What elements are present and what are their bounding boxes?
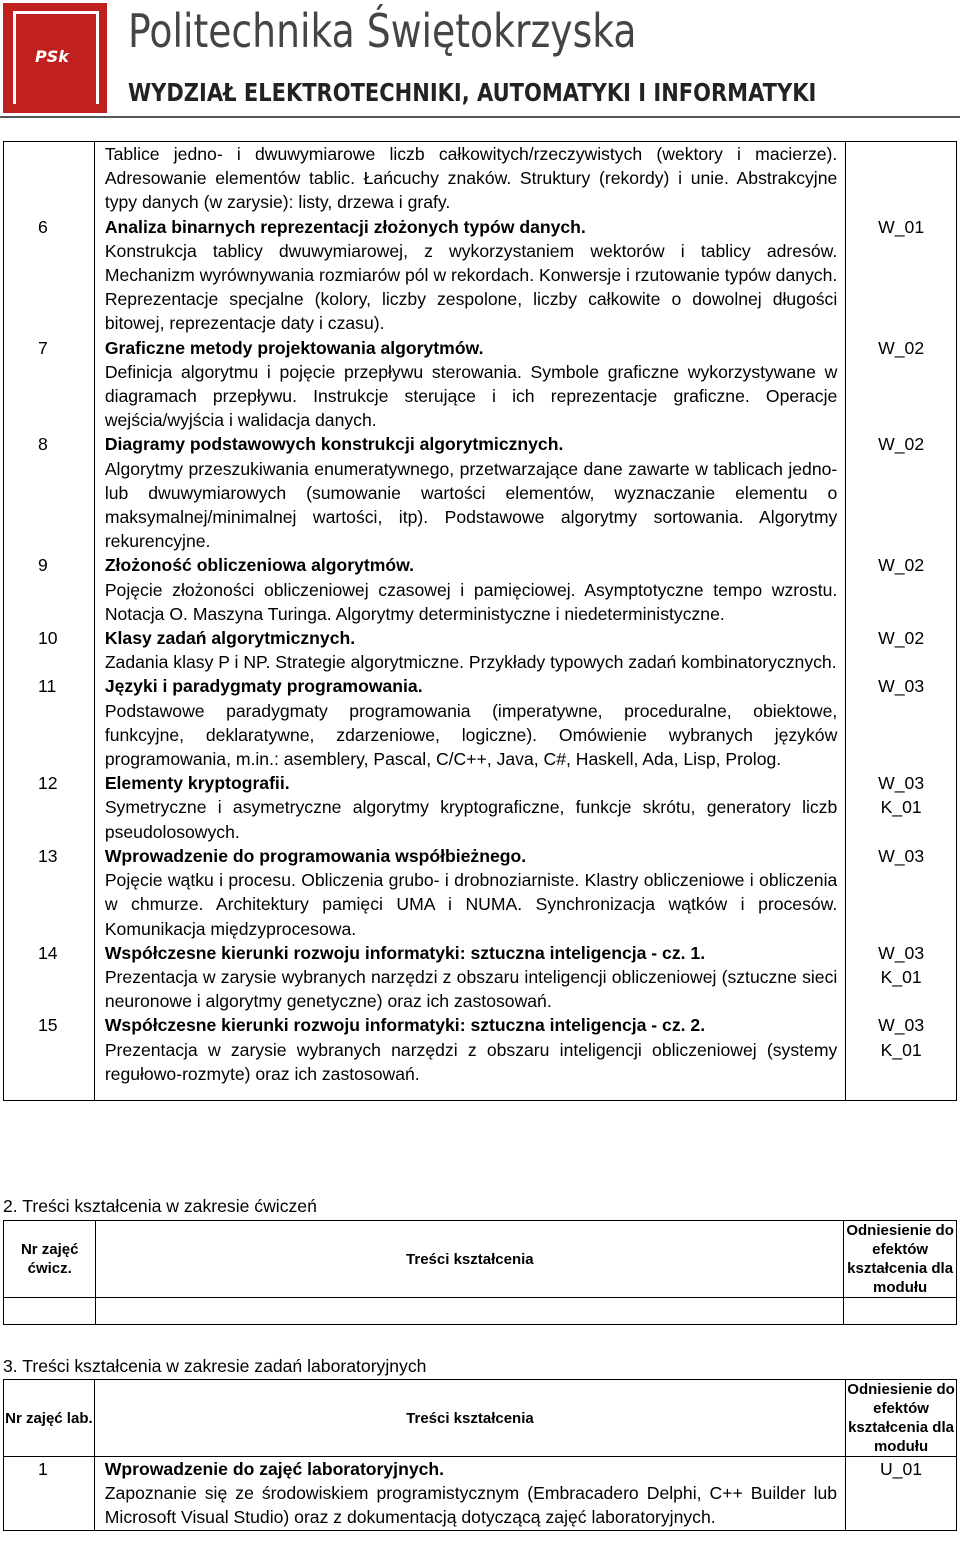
row-title: Wprowadzenie do programowania współbieżnego. [104, 845, 527, 866]
row-content [94, 142, 845, 215]
row-reference-text: W_03 K_01 [878, 942, 925, 987]
row-title: Współczesne kierunki rozwoju informatyki: sztuczna inteligencja - cz. 2. [104, 1015, 706, 1036]
row-number-text: 14 [38, 942, 58, 963]
table-row [4, 1457, 957, 1531]
table-row [4, 1298, 957, 1325]
row-description: Zapoznanie się ze środowiskiem programistycznym (Embracadero Delphi, C++ Builder lub Microsoft Visual Studio) oraz z dokumentacją dotyczącą zajęć laboratoryjnych. [104, 1483, 838, 1528]
logo-text: PSk [35, 47, 69, 66]
table-header-row [4, 1221, 957, 1298]
row-title: Wprowadzenie do zajęć laboratoryjnych. [104, 1459, 445, 1479]
row-number [4, 674, 95, 771]
header-divider [0, 116, 960, 118]
section-2-heading: 2. Treści kształcenia w zakresie ćwiczeń [3, 1196, 317, 1216]
table-row [4, 941, 957, 1014]
row-description: Prezentacja w zarysie wybranych narzędzi z obszaru inteligencji obliczeniowej (sztuczne sieci neuronowe i algorytmy genetyczne) oraz ich zastosowań. [104, 966, 838, 1012]
row-number [4, 142, 95, 215]
row-number [4, 941, 95, 1014]
row-content [94, 553, 845, 626]
row-reference [846, 771, 957, 844]
row-reference-text: W_03 K_01 [878, 773, 925, 818]
row-title: Współczesne kierunki rozwoju informatyki: sztuczna inteligencja - cz. 1. [104, 942, 706, 963]
row-number-text: 13 [38, 845, 58, 866]
university-name: Politechnika Świętokrzyska [128, 4, 637, 58]
row-description: Tablice jedno- i dwuwymiarowe liczb całkowitych/rzeczywistych (wektory i macierze). Adresowanie elementów tablic. Łańcuchy znaków. Struktury (rekordy) i unie. Abstrakcyjne typy danych (w zarysie): listy, drzewa i grafy. [104, 144, 838, 213]
row-number-text: 8 [38, 434, 48, 455]
row-content [94, 336, 845, 433]
row-reference [846, 142, 957, 215]
row-reference [846, 336, 957, 433]
row-number-text: 12 [38, 773, 58, 794]
department-name: WYDZIAŁ ELEKTROTECHNIKI, AUTOMATYKI I INFORMATYKI [128, 78, 817, 107]
row-description: Konstrukcja tablicy dwuwymiarowej, z wykorzystaniem wektorów i tablicy adresów. Mechanizm wyrównywania rozmiarów pól w rekordach. Konwersje i rzutowanie typów danych. Reprezentacje specjalne (kolory, liczby zespolone, liczby całkowite o dowolnej długości bitowej, reprezentacje daty i czasu). [104, 240, 838, 334]
row-number [4, 553, 95, 626]
row-content [94, 941, 845, 1014]
row-number-text: 10 [38, 628, 58, 649]
row-content [94, 844, 845, 941]
col-header-ref: Odniesienie do efektów kształcenia dla modułu [847, 1381, 955, 1455]
row-number [4, 336, 95, 433]
row-title: Języki i paradygmaty programowania. [104, 676, 423, 697]
row-reference-text: W_02 [878, 337, 925, 358]
table-row [4, 336, 957, 433]
table-row [4, 553, 957, 626]
row-description: Symetryczne i asymetryczne algorytmy kryptograficzne, funkcje skrótu, generatory liczb pseudolosowych. [104, 797, 838, 842]
row-number [4, 771, 95, 844]
row-description: Prezentacja w zarysie wybranych narzędzi z obszaru inteligencji obliczeniowej (systemy regułowo-rozmyte) oraz ich zastosowań. [104, 1039, 838, 1084]
table-row [4, 844, 957, 941]
row-reference-text: W_02 [878, 628, 925, 649]
row-title: Elementy kryptografii. [104, 773, 290, 794]
section-3-heading: 3. Treści kształcenia w zakresie zadań laboratoryjnych [3, 1356, 427, 1376]
row-reference [846, 553, 957, 626]
row-number-text: 7 [38, 337, 48, 358]
row-number-text: 6 [38, 216, 48, 237]
row-reference-text: W_02 [878, 555, 925, 576]
empty-cell [96, 1298, 844, 1325]
col-header-nr: Nr zajęć ćwicz. [4, 1221, 96, 1298]
row-reference [846, 1013, 957, 1100]
table-row [4, 771, 957, 844]
empty-cell [4, 1298, 96, 1325]
row-title: Klasy zadań algorytmicznych. [104, 628, 356, 649]
row-number-text: 11 [38, 676, 57, 697]
row-reference [846, 941, 957, 1014]
row-reference-text: W_01 [878, 216, 925, 237]
row-number [4, 432, 95, 553]
row-reference [846, 674, 957, 771]
row-reference-text: U_01 [880, 1459, 923, 1479]
col-header-ref: Odniesienie do efektów kształcenia dla modułu [844, 1221, 957, 1298]
row-content [94, 1457, 845, 1531]
row-number [4, 844, 95, 941]
row-reference [846, 432, 957, 553]
row-number [4, 215, 95, 336]
row-reference-text: W_03 K_01 [878, 1015, 925, 1060]
row-title: Analiza binarnych reprezentacji złożonych typów danych. [104, 216, 586, 237]
row-number [4, 626, 95, 674]
row-description: Algorytmy przeszukiwania enumeratywnego, przetwarzające dane zawarte w tablicach jedno- lub dwuwymiarowych (sumowanie wartości elementów, wyznaczanie elementu o maksymalnej/minimalnej wartości, itp). Podstawowe algorytmy sortowania. Algorytmy rekurencyjne. [104, 458, 838, 552]
col-header-content: Treści kształcenia [96, 1221, 844, 1298]
row-title: Złożoność obliczeniowa algorytmów. [104, 555, 415, 576]
table-row [4, 1013, 957, 1100]
table-header-row [4, 1380, 957, 1457]
row-number [4, 1013, 95, 1100]
col-header-nr: Nr zajęć lab. [4, 1380, 95, 1457]
university-logo [3, 3, 107, 113]
row-number-text: 9 [38, 555, 48, 576]
lecture-content-table [3, 141, 957, 1101]
table-row [4, 142, 957, 215]
exercises-table [3, 1220, 957, 1325]
row-reference [846, 626, 957, 674]
row-content [94, 771, 845, 844]
row-reference-text: W_02 [878, 434, 925, 455]
row-title: Graficzne metody projektowania algorytmów. [104, 337, 484, 358]
row-reference-text: W_03 [878, 845, 925, 866]
row-content [94, 674, 845, 771]
row-description: Pojęcie złożoności obliczeniowej czasowej i pamięciowej. Asymptotyczne tempo wzrostu. Notacja O. Maszyna Turinga. Algorytmy deterministyczne i niedeterministyczne. [104, 579, 838, 624]
row-number-text: 15 [38, 1015, 58, 1036]
row-number-text: 1 [38, 1459, 48, 1479]
table-row [4, 674, 957, 771]
row-reference-text: W_03 [878, 676, 925, 697]
lab-table [3, 1379, 957, 1531]
row-reference [846, 844, 957, 941]
row-description: Podstawowe paradygmaty programowania (imperatywne, proceduralne, obiektowe, funkcyjne, deklaratywne, zdarzeniowe, logiczne). Omówienie wybranych języków programowania, m.in.: asemblery, Pascal, C/C++, Java, C#, Haskell, Ada, Lisp, Prolog. [104, 700, 838, 770]
empty-cell [844, 1298, 957, 1325]
row-description: Pojęcie wątku i procesu. Obliczenia grubo- i drobnoziarniste. Klastry obliczeniowe i obliczenia w chmurze. Architektury pamięci UMA i NUMA. Synchronizacja wątków i procesów. Komunikacja międzyprocesowa. [104, 870, 838, 939]
row-reference [846, 215, 957, 336]
table-row [4, 432, 957, 553]
table-row [4, 626, 957, 674]
row-content [94, 432, 845, 553]
row-description: Zadania klasy P i NP. Strategie algorytmiczne. Przykłady typowych zadań kombinatorycznych. [104, 652, 837, 673]
row-reference [846, 1457, 957, 1531]
row-description: Definicja algorytmu i pojęcie przepływu sterowania. Symbole graficzne wykorzystywane w diagramach przepływu. Instrukcje sterujące i ich reprezentacje graficzne. Operacje wejścia/wyjścia i walidacja danych. [104, 361, 838, 431]
row-content [94, 215, 845, 336]
row-number [4, 1457, 95, 1531]
row-title: Diagramy podstawowych konstrukcji algorytmicznych. [104, 434, 564, 455]
page-header [0, 0, 960, 118]
table-row [4, 215, 957, 336]
row-content [94, 1013, 845, 1100]
row-content [94, 626, 845, 674]
col-header-content: Treści kształcenia [94, 1380, 845, 1457]
